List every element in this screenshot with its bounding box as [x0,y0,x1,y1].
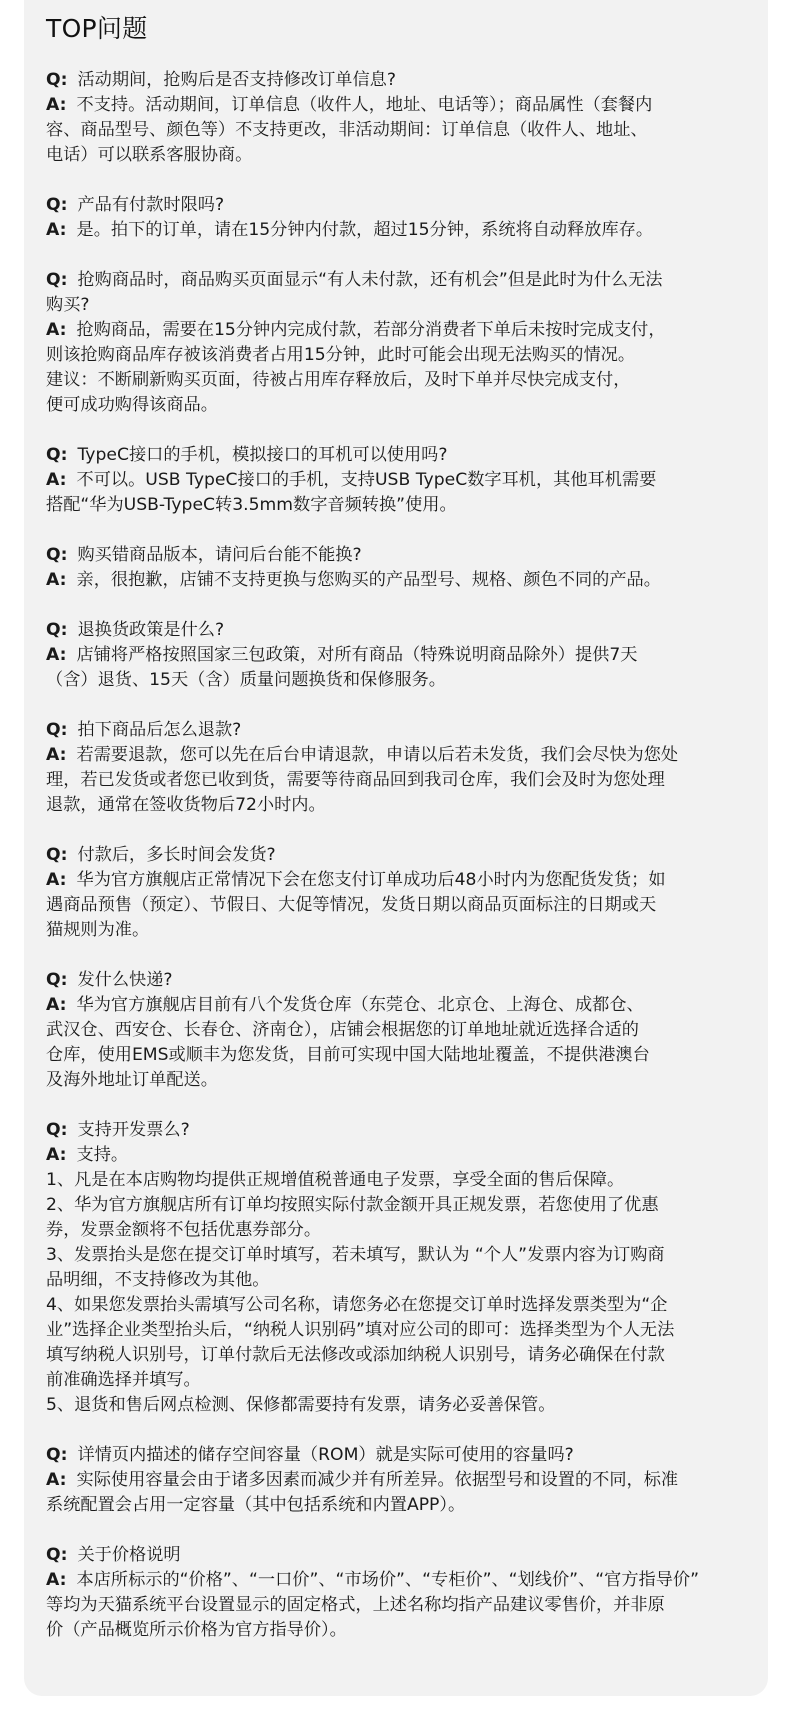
question-prefix: Q: [46,270,68,290]
answer-text: 支持。 [76,1145,129,1165]
question-text: 发什么快递? [77,970,173,990]
faq-answer [46,468,746,493]
question-prefix: Q: [46,1445,68,1465]
faq-answer [46,1468,746,1493]
faq-item [46,68,746,168]
page-title: TOP问题 [46,14,148,43]
question-text: 购买错商品版本，请问后台能不能换? [77,545,362,565]
answer-text: 不支持。活动期间，订单信息（收件人，地址、电话等）；商品属性（套餐内 [76,95,653,115]
answer-prefix: A: [46,1470,67,1490]
answer-text: 实际使用容量会由于诸多因素而减少并有所差异。依据型号和设置的不同，标准 [76,1470,679,1490]
faq-item [46,1118,746,1418]
faq-answer [46,868,746,893]
answer-prefix: A: [46,645,67,665]
faq-item [46,443,746,518]
answer-prefix: A: [46,995,67,1015]
faq-answer-cont: 5、退货和售后网点检测、保修都需要持有发票，请务必妥善保管。 [46,1395,556,1415]
faq-answer [46,993,746,1018]
faq-question [46,268,746,293]
faq-answer-cont: 2、华为官方旗舰店所有订单均按照实际付款金额开具正规发票，若您使用了优惠 [46,1195,659,1215]
question-prefix: Q: [46,720,68,740]
faq-item [46,618,746,693]
answer-prefix: A: [46,470,67,490]
faq-answer-cont: （含）退货、15天（含）质量问题换货和保修服务。 [46,670,446,690]
question-text: 退换货政策是什么? [77,620,225,640]
faq-answer-cont: 业”选择企业类型抬头后，“纳税人识别码”填对应公司的即可：选择类型为个人无法 [46,1320,675,1340]
faq-question [46,68,746,93]
faq-answer-cont: 则该抢购商品库存被该消费者占用15分钟，此时可能会出现无法购买的情况。 [46,345,636,365]
faq-answer-cont: 品明细，不支持修改为其他。 [46,1270,270,1290]
faq-answer [46,218,746,243]
faq-answer-cont: 仓库，使用EMS或顺丰为您发货，目前可实现中国大陆地址覆盖，不提供港澳台 [46,1045,650,1065]
faq-answer-cont: 建议：不断刷新购买页面，待被占用库存释放后，及时下单并尽快完成支付， [46,370,631,390]
faq-answer-cont: 3、发票抬头是您在提交订单时填写，若未填写，默认为 “个人”发票内容为订购商 [46,1245,665,1265]
faq-item [46,843,746,943]
faq-answer [46,1568,746,1593]
faq-answer-cont: 及海外地址订单配送。 [46,1070,218,1090]
faq-question [46,1543,746,1568]
faq-item [46,718,746,818]
faq-item [46,268,746,418]
faq-item [46,193,746,243]
faq-answer-cont: 价（产品概览所示价格为官方指导价）。 [46,1620,347,1640]
faq-answer-cont: 券，发票金额将不包括优惠券部分。 [46,1220,322,1240]
faq-item [46,968,746,1093]
faq-answer [46,93,746,118]
faq-answer-cont: 电话）可以联系客服协商。 [46,145,253,165]
faq-answer-cont: 填写纳税人识别号，订单付款后无法修改或添加纳税人识别号，请务必确保在付款 [46,1345,665,1365]
faq-item [46,543,746,593]
faq-question [46,193,746,218]
faq-answer [46,568,746,593]
faq-question [46,843,746,868]
answer-prefix: A: [46,1570,67,1590]
faq-answer-cont: 1、凡是在本店购物均提供正规增值税普通电子发票，享受全面的售后保障。 [46,1170,625,1190]
faq-question [46,1118,746,1143]
question-text: 付款后，多长时间会发货? [77,845,276,865]
faq-question [46,1443,746,1468]
faq-answer-cont: 系统配置会占用一定容量（其中包括系统和内置APP）。 [46,1495,466,1515]
faq-answer-cont: 便可成功购得该商品。 [46,395,218,415]
answer-text: 华为官方旗舰店目前有八个发货仓库（东莞仓、北京仓、上海仓、成都仓、 [76,995,644,1015]
answer-prefix: A: [46,745,67,765]
faq-list [46,68,746,1643]
faq-answer [46,1143,746,1168]
answer-text: 华为官方旗舰店正常情况下会在您支付订单成功后48小时内为您配货发货；如 [76,870,666,890]
faq-answer-cont: 遇商品预售（预定）、节假日、大促等情况，发货日期以商品页面标注的日期或天 [46,895,657,915]
answer-prefix: A: [46,570,67,590]
faq-question [46,618,746,643]
faq-answer-cont: 等均为天猫系统平台设置显示的固定格式，上述名称均指产品建议零售价，并非原 [46,1595,665,1615]
answer-prefix: A: [46,220,67,240]
faq-question [46,718,746,743]
question-text: 活动期间，抢购后是否支持修改订单信息? [77,70,396,90]
faq-question [46,968,746,993]
faq-item [46,1443,746,1518]
question-prefix: Q: [46,70,68,90]
question-text: 支持开发票么? [77,1120,190,1140]
answer-prefix: A: [46,1145,67,1165]
answer-prefix: A: [46,870,67,890]
question-prefix: Q: [46,845,68,865]
question-prefix: Q: [46,445,68,465]
question-text: 产品有付款时限吗? [77,195,225,215]
faq-answer [46,643,746,668]
faq-question-cont: 购买? [46,295,90,315]
answer-text: 不可以。USB TypeC接口的手机，支持USB TypeC数字耳机，其他耳机需要 [76,470,657,490]
question-prefix: Q: [46,195,68,215]
question-text: 拍下商品后怎么退款? [77,720,242,740]
question-text: 关于价格说明 [77,1545,181,1565]
faq-question [46,443,746,468]
answer-text: 若需要退款，您可以先在后台申请退款，申请以后若未发货，我们会尽快为您处 [76,745,679,765]
answer-text: 是。拍下的订单，请在15分钟内付款，超过15分钟，系统将自动释放库存。 [76,220,654,240]
faq-answer-cont: 搭配“华为USB-TypeC转3.5mm数字音频转换”使用。 [46,495,457,515]
faq-answer-cont: 4、如果您发票抬头需填写公司名称，请您务必在您提交订单时选择发票类型为“企 [46,1295,668,1315]
question-prefix: Q: [46,970,68,990]
answer-text: 店铺将严格按照国家三包政策，对所有商品（特殊说明商品除外）提供7天 [76,645,638,665]
faq-question [46,543,746,568]
faq-answer-cont: 猫规则为准。 [46,920,150,940]
faq-answer-cont: 武汉仓、西安仓、长春仓、济南仓），店铺会根据您的订单地址就近选择合适的 [46,1020,639,1040]
faq-answer-cont: 前准确选择并填写。 [46,1370,201,1390]
faq-item [46,1543,746,1643]
question-text: 详情页内描述的储存空间容量（ROM）就是实际可使用的容量吗? [77,1445,574,1465]
faq-answer-cont: 退款，通常在签收货物后72小时内。 [46,795,326,815]
answer-text: 本店所标示的“价格”、“一口价”、“市场价”、“专柜价”、“划线价”、“官方指导价” [76,1570,699,1590]
answer-prefix: A: [46,95,67,115]
faq-card [24,0,768,1696]
answer-text: 抢购商品，需要在15分钟内完成付款，若部分消费者下单后未按时完成支付， [76,320,666,340]
question-text: TypeC接口的手机，模拟接口的耳机可以使用吗? [77,445,448,465]
question-prefix: Q: [46,1120,68,1140]
answer-text: 亲，很抱歉，店铺不支持更换与您购买的产品型号、规格、颜色不同的产品。 [76,570,661,590]
question-prefix: Q: [46,620,68,640]
faq-answer [46,743,746,768]
faq-answer [46,318,746,343]
faq-answer-cont: 理，若已发货或者您已收到货，需要等待商品回到我司仓库，我们会及时为您处理 [46,770,665,790]
answer-prefix: A: [46,320,67,340]
question-prefix: Q: [46,545,68,565]
faq-answer-cont: 容、商品型号、颜色等）不支持更改，非活动期间：订单信息（收件人、地址、 [46,120,648,140]
question-text: 抢购商品时，商品购买页面显示“有人未付款，还有机会”但是此时为什么无法 [77,270,663,290]
question-prefix: Q: [46,1545,68,1565]
